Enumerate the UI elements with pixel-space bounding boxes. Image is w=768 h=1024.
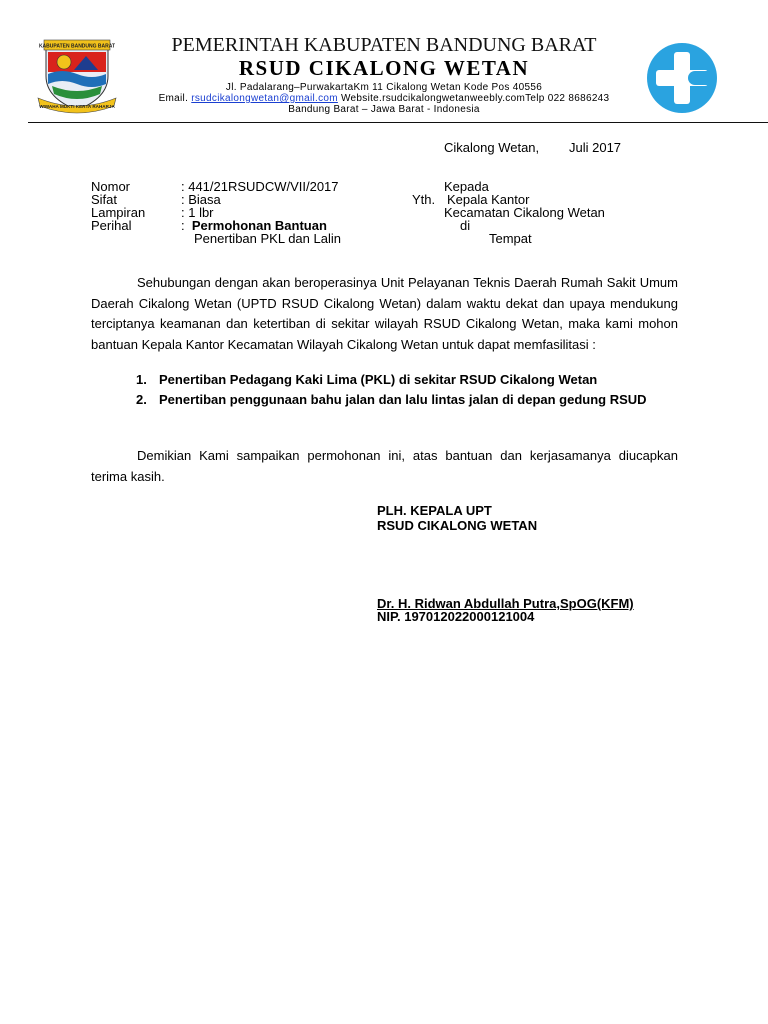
website-phone: Website.rsudcikalongwetanweebly.comTelp 022 8686243 xyxy=(337,93,610,104)
meta-value-perihal-line2: Penertiban PKL dan Lalin xyxy=(194,231,341,246)
list-item-1-text: Penertiban Pedagang Kaki Lima (PKL) di sekitar RSUD Cikalong Wetan xyxy=(159,372,598,387)
email-prefix: Email. xyxy=(158,93,192,104)
signatory-name: Dr. H. Ridwan Abdullah Putra,SpOG(KFM) xyxy=(377,596,634,611)
list-item-1-number: 1. xyxy=(136,372,147,387)
place: Cikalong Wetan, xyxy=(444,140,540,155)
logo-bottom-text: WIWAHA MUKTI KERTA RAHARJA xyxy=(39,104,115,109)
letter-date: Juli 2017 xyxy=(569,140,622,155)
meta-label-perihal: Perihal xyxy=(91,218,132,233)
signature-title-1: PLH. KEPALA UPT xyxy=(377,503,492,518)
body-paragraph-text: Sehubungan dengan akan beroperasinya Unit Pelayanan Teknis Daerah Rumah Sakit Umum Daerah Cikalong Wetan (UPTD RSUD Cikalong Wetan) dalam waktu dekat dan upaya mendukung terciptanya keamanan dan ketertiban di sekitar wilayah RSUD Cikalong Wetan, maka kami mohon bantuan Kepala Kantor Kecamatan Wilayah Cikalong Wetan untuk dapat memfasilitasi : xyxy=(91,275,678,352)
list-item-2-number: 2. xyxy=(136,392,147,407)
perihal-colon: : xyxy=(181,218,192,233)
body-paragraph xyxy=(91,273,678,355)
meta-value-lampiran: : 1 lbr xyxy=(181,205,214,220)
signatory-nip: NIP. 197012022000121004 xyxy=(377,609,535,624)
recipient-yth: Yth. xyxy=(412,192,436,207)
meta-label-sifat: Sifat xyxy=(91,192,118,207)
list-item-2-text: Penertiban penggunaan bahu jalan dan lalu lintas jalan di depan gedung RSUD xyxy=(159,392,647,407)
recipient-office: Kecamatan Cikalong Wetan xyxy=(444,205,605,220)
logo-top-text: KABUPATEN BANDUNG BARAT xyxy=(38,43,116,50)
perihal-subject: Permohonan Bantuan xyxy=(191,218,327,233)
recipient-kepada: Kepada xyxy=(444,179,489,194)
recipient-tempat: Tempat xyxy=(489,231,532,246)
letterhead-address: Jl. Padalarang–PurwakartaKm 11 Cikalong Wetan Kode Pos 40556 xyxy=(225,82,543,93)
letterhead-divider xyxy=(28,122,768,123)
meta-value-sifat: : Biasa xyxy=(181,192,221,207)
meta-label-lampiran: Lampiran xyxy=(91,205,146,220)
meta-value-nomor: : 441/21RSUDCW/VII/2017 xyxy=(181,179,339,194)
closing-paragraph-text: Demikian Kami sampaikan permohonan ini, atas bantuan dan kerjasamanya diucapkan terima kasih. xyxy=(91,448,678,484)
letterhead-government: PEMERINTAH KABUPATEN BANDUNG BARAT xyxy=(171,34,597,56)
signature-title-2: RSUD CIKALONG WETAN xyxy=(377,518,538,533)
letterhead-region: Bandung Barat – Jawa Barat - Indonesia xyxy=(288,104,480,115)
recipient-name: Kepala Kantor xyxy=(447,192,530,207)
hospital-cross-icon xyxy=(642,40,722,116)
closing-paragraph xyxy=(91,446,678,487)
letterhead-hospital-name: RSUD CIKALONG WETAN xyxy=(238,56,530,80)
recipient-di: di xyxy=(460,218,471,233)
meta-label-nomor: Nomor xyxy=(91,179,131,194)
email-link[interactable]: rsudcikalongwetan@gmail.com xyxy=(191,93,338,104)
